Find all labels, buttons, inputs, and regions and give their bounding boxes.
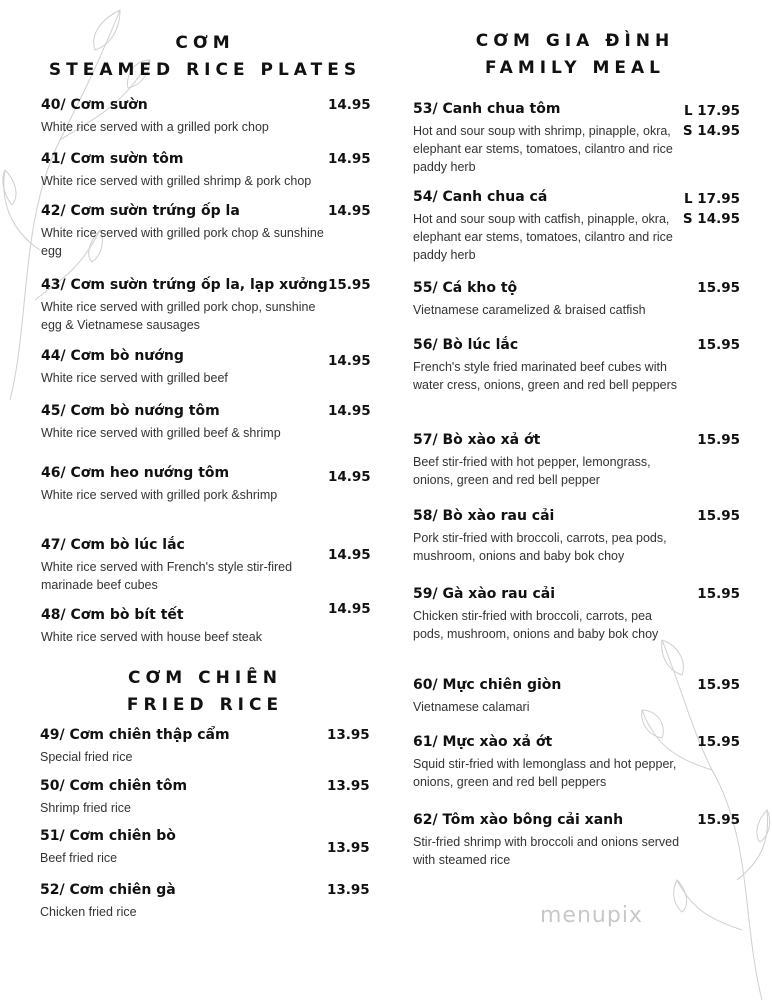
item-name: 57/ Bò xào xả ớt	[413, 432, 541, 448]
item-price: 13.95	[327, 778, 370, 794]
item-price-small: S 14.95	[682, 211, 740, 227]
item-name: 40/ Cơm sườn	[41, 97, 148, 113]
item-name: 49/ Cơm chiên thập cẩm	[40, 727, 230, 743]
item-description: White rice served with grilled pork chop & sunshine egg	[41, 226, 324, 258]
item-price: 14.95	[328, 403, 371, 419]
item-description: Hot and sour soup with shrimp, pinapple, okra, elephant ear stems, tomatoes, cilantro and rice paddy herb	[413, 124, 673, 174]
item-description: White rice served with house beef steak	[41, 630, 262, 644]
item-description: Pork stir-fried with broccoli, carrots, pea pods, mushroom, onions and baby bok choy	[413, 531, 667, 563]
item-price: 14.95	[328, 601, 371, 617]
item-price: 15.95	[697, 280, 740, 296]
item-description: Vietnamese caramelized & braised catfish	[413, 303, 646, 317]
item-price: 14.95	[328, 353, 371, 369]
item-description: White rice served with a grilled pork chop	[41, 120, 269, 134]
item-name: 51/ Cơm chiên bò	[40, 828, 176, 844]
item-description: Shrimp fried rice	[40, 801, 131, 815]
item-name: 61/ Mực xào xả ớt	[413, 734, 553, 750]
section-heading-rice-plates	[30, 30, 380, 84]
item-price: 15.95	[697, 677, 740, 693]
item-description: White rice served with grilled pork chop, sunshine egg & Vietnamese sausages	[41, 300, 316, 332]
section-heading-fried-rice	[30, 665, 380, 719]
item-description: Chicken fried rice	[40, 905, 137, 919]
item-price: 15.95	[328, 277, 371, 293]
item-price-small: S 14.95	[682, 123, 740, 139]
item-price: 14.95	[328, 97, 371, 113]
item-description: Stir-fried shrimp with broccoli and onions served with steamed rice	[413, 835, 680, 867]
item-price-large: L 17.95	[683, 191, 740, 207]
item-description: Beef stir-fried with hot pepper, lemongrass, onions, green and red bell pepper	[413, 455, 651, 487]
item-description: Vietnamese calamari	[413, 700, 530, 714]
item-description: White rice served with grilled shrimp & pork chop	[41, 174, 312, 188]
item-name: 45/ Cơm bò nướng tôm	[41, 403, 220, 419]
item-name: 48/ Cơm bò bít tết	[41, 607, 184, 623]
item-price: 15.95	[697, 508, 740, 524]
item-price: 15.95	[697, 812, 740, 828]
item-name: 56/ Bò lúc lắc	[413, 337, 519, 353]
item-description: French's style fried marinated beef cubes with water cress, onions, green and red bell peppers	[413, 360, 678, 392]
heading-en: FAMILY MEAL	[485, 58, 665, 78]
heading-en: FRIED RICE	[126, 695, 284, 715]
item-description: Hot and sour soup with catfish, pinapple, okra, elephant ear stems, tomatoes, cilantro and rice paddy herb	[413, 212, 673, 262]
watermark: menupix	[540, 903, 643, 928]
item-name: 41/ Cơm sườn tôm	[41, 151, 184, 167]
item-name: 52/ Cơm chiên gà	[40, 882, 176, 898]
heading-vn: CƠM CHIÊN	[127, 668, 283, 688]
item-name: 59/ Gà xào rau cải	[413, 586, 555, 602]
item-name: 53/ Canh chua tôm	[413, 101, 561, 117]
item-price: 13.95	[327, 727, 370, 743]
item-price: 15.95	[697, 586, 740, 602]
item-description: White rice served with French's style stir-fired marinade beef cubes	[41, 560, 293, 592]
item-price: 15.95	[697, 337, 740, 353]
heading-en: STEAMED RICE PLATES	[48, 60, 362, 80]
item-price: 14.95	[328, 469, 371, 485]
item-name: 46/ Cơm heo nướng tôm	[41, 465, 230, 481]
item-description: White rice served with grilled beef & shrimp	[41, 426, 281, 440]
section-heading-family-meal	[400, 28, 750, 82]
item-name: 47/ Cơm bò lúc lắc	[41, 537, 185, 553]
item-name: 62/ Tôm xào bông cải xanh	[413, 812, 624, 828]
item-name: 54/ Canh chua cá	[413, 189, 548, 205]
item-description: Special fried rice	[40, 750, 133, 764]
item-price: 14.95	[328, 203, 371, 219]
item-price: 14.95	[328, 151, 371, 167]
item-description: Beef fried rice	[40, 851, 118, 865]
item-name: 44/ Cơm bò nướng	[41, 348, 184, 364]
item-name: 50/ Cơm chiên tôm	[40, 778, 188, 794]
item-name: 58/ Bò xào rau cải	[413, 508, 555, 524]
item-description: Chicken stir-fried with broccoli, carrots, pea pods, mushroom, onions and baby bok choy	[413, 609, 659, 641]
item-price: 13.95	[327, 882, 370, 898]
item-description: White rice served with grilled pork &shrimp	[41, 488, 278, 502]
item-description: Squid stir-fried with lemonglass and hot pepper, onions, green and red bell peppers	[413, 757, 677, 789]
floral-decoration-right	[632, 600, 772, 1000]
item-name: 55/ Cá kho tộ	[413, 280, 518, 296]
item-name: 43/ Cơm sườn trứng ốp la, lạp xưởng	[41, 277, 328, 293]
item-description: White rice served with grilled beef	[41, 371, 228, 385]
item-name: 60/ Mực chiên giòn	[413, 677, 562, 693]
item-price-large: L 17.95	[683, 103, 740, 119]
heading-vn: CƠM GIA ĐÌNH	[475, 31, 675, 51]
item-price: 13.95	[327, 840, 370, 856]
item-price: 14.95	[328, 547, 371, 563]
item-name: 42/ Cơm sườn trứng ốp la	[41, 203, 240, 219]
heading-vn: CƠM	[175, 33, 235, 53]
item-price: 15.95	[697, 734, 740, 750]
item-price: 15.95	[697, 432, 740, 448]
